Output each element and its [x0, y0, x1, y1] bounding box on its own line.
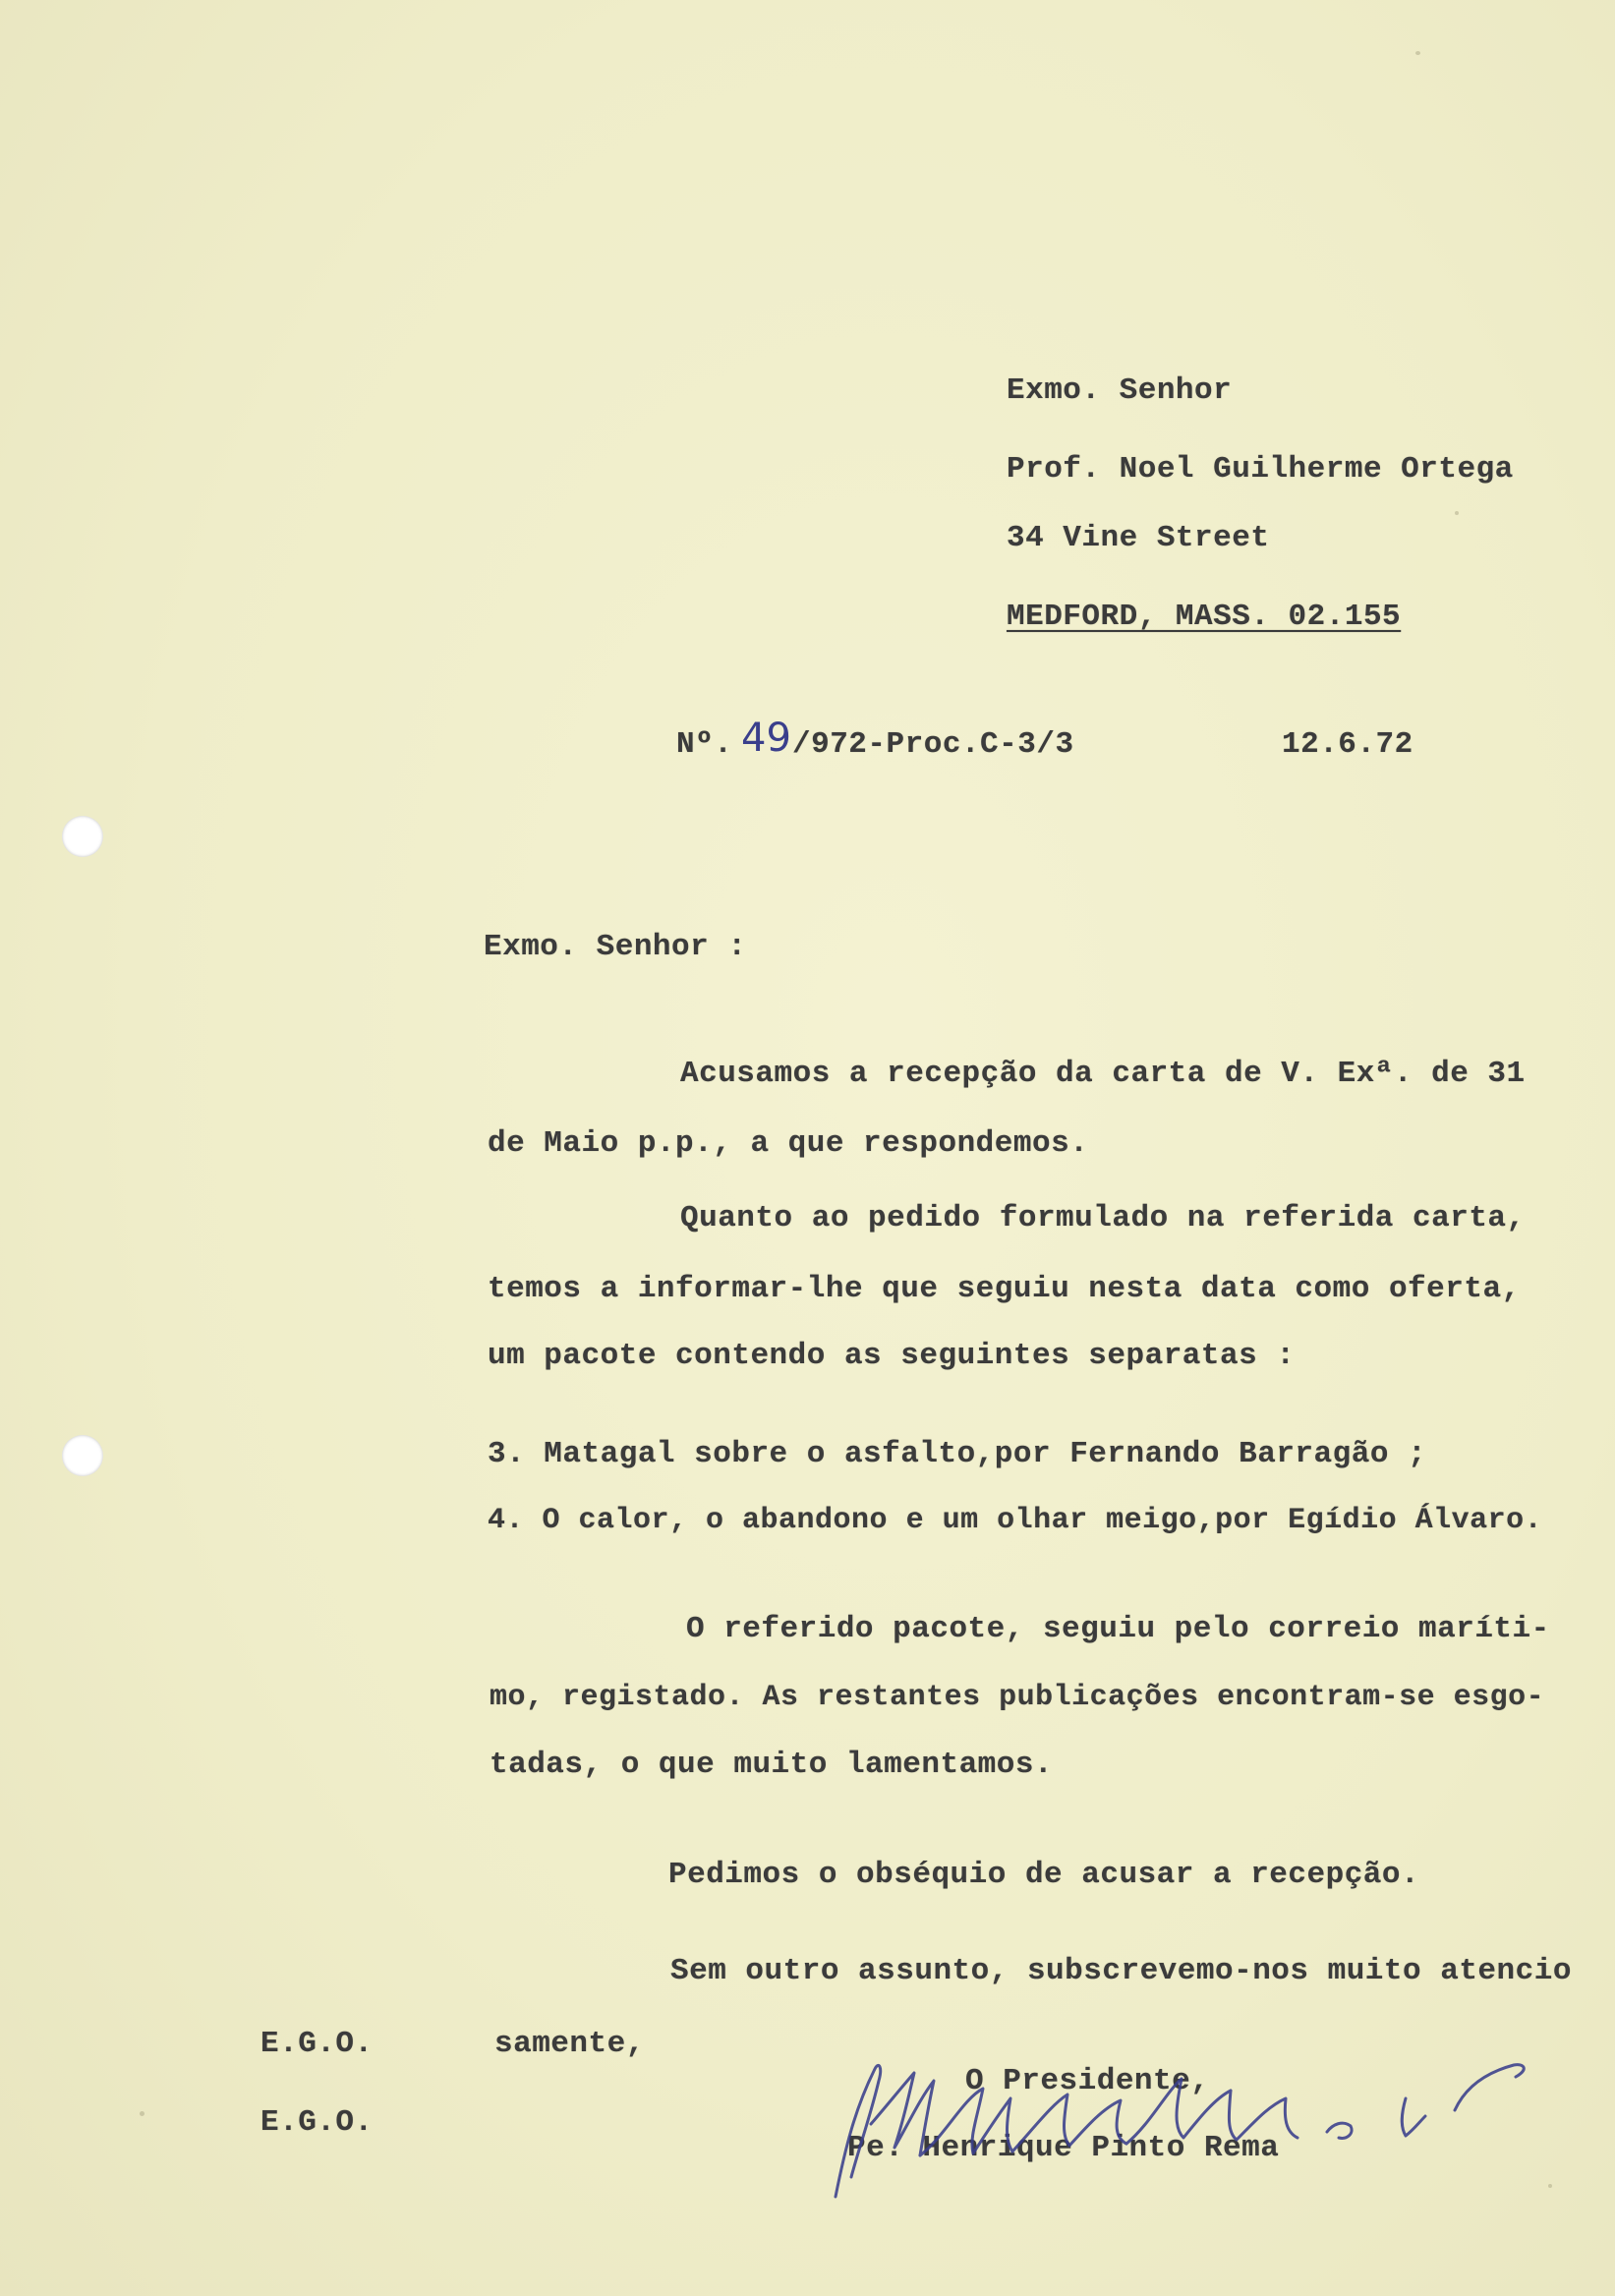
reference-handwritten-number: 49 — [741, 716, 791, 761]
greeting: Exmo. Senhor : — [484, 930, 747, 964]
body-text-line: tadas, o que muito lamentamos. — [490, 1748, 1054, 1782]
punch-hole-bottom — [62, 1435, 103, 1476]
body-text-line: temos a informar-lhe que seguiu nesta data como oferta, — [488, 1272, 1521, 1306]
body-text-line: O referido pacote, seguiu pelo correio maríti- — [686, 1612, 1550, 1646]
body-text-line: de Maio p.p., a que respondemos. — [488, 1126, 1089, 1161]
paper-speck — [1415, 51, 1420, 55]
handwritten-signature — [777, 2030, 1563, 2226]
list-item: 4. O calor, o abandono e um olhar meigo,por Egídio Álvaro. — [488, 1504, 1543, 1537]
paper-speck — [1455, 511, 1459, 515]
margin-note: E.G.O. — [260, 2027, 374, 2061]
list-item: 3. Matagal sobre o asfalto,por Fernando Barragão ; — [488, 1437, 1427, 1471]
letter-date: 12.6.72 — [1282, 727, 1413, 762]
reference-suffix: /972-Proc.C-3/3 — [792, 727, 1074, 762]
margin-note: E.G.O. — [260, 2105, 374, 2140]
recipient-street: 34 Vine Street — [1007, 521, 1270, 555]
body-text-line: Quanto ao pedido formulado na referida carta, — [680, 1201, 1526, 1235]
body-text-line: mo, registado. As restantes publicações encontram-se esgo- — [490, 1681, 1545, 1714]
body-text-line: Acusamos a recepção da carta de V. Exª. de 31 — [680, 1057, 1526, 1091]
signer-name: Pe. Henrique Pinto Rema — [847, 2131, 1280, 2165]
body-text-line: samente, — [494, 2027, 645, 2061]
recipient-name: Prof. Noel Guilherme Ortega — [1007, 452, 1514, 487]
paper-speck — [140, 2111, 144, 2116]
recipient-city: MEDFORD, MASS. 02.155 — [1007, 600, 1402, 634]
body-text-line: Pedimos o obséquio de acusar a recepção. — [668, 1858, 1420, 1892]
closing-title: O Presidente, — [965, 2064, 1210, 2098]
body-text-line: Sem outro assunto, subscrevemo-nos muito atencio — [670, 1954, 1572, 1988]
recipient-salutation: Exmo. Senhor — [1007, 373, 1233, 408]
punch-hole-top — [62, 816, 103, 857]
body-text-line: um pacote contendo as seguintes separatas : — [488, 1339, 1296, 1373]
reference-prefix: Nº. — [676, 727, 733, 762]
